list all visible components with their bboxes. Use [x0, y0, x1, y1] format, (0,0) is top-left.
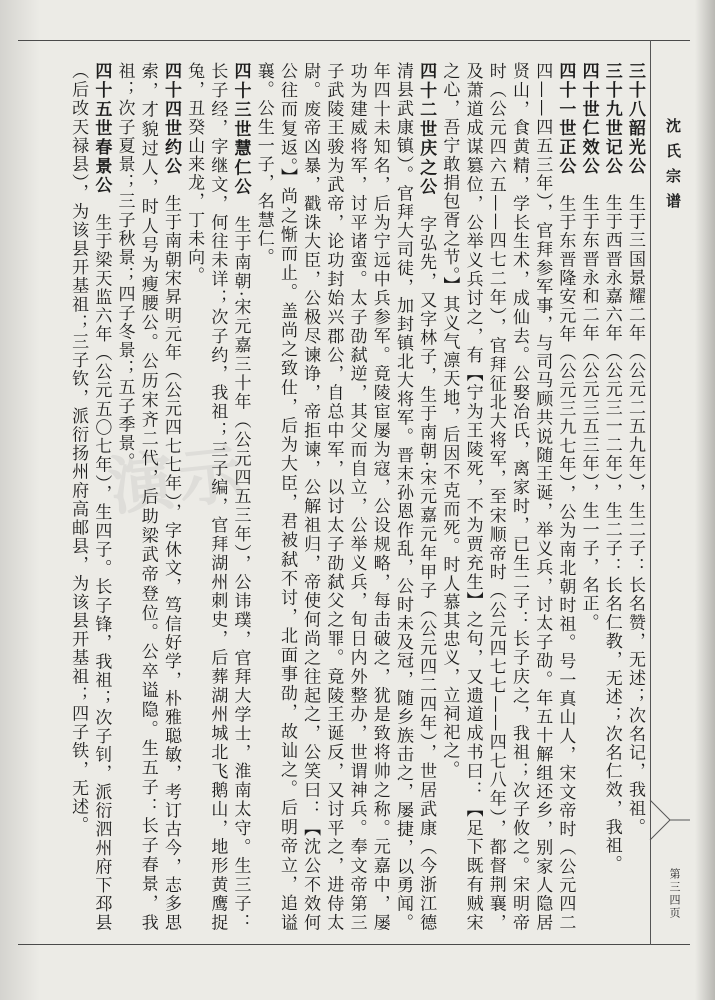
frame-bottom-rule	[18, 944, 690, 945]
frame-top-rule	[18, 40, 690, 41]
entry-heading: 四十一世正公	[555, 62, 576, 177]
entry-heading: 四十世仁效公	[578, 62, 599, 176]
entry-text: 生于梁天监六年（公元五〇七年），生四子。长子锋，我祖；次子钊，派衍泗州府下邳县（后改天禄县），为该县开基祖；三子钦，派衍扬州府高邮县，为该县开基祖；四子铁，无述。	[68, 62, 112, 933]
entry-43	[182, 62, 252, 932]
entry-text: 生于南朝·宋元嘉三十年（公元四五三年），公讳璞，官拜大学士，淮南太守。生三子：长子经，字继文，何往未详；次子约，我祖；三子编，官拜湖州刺史，后葬湖州城北飞鹅山，地形黄鹰捉兔，丑癸山来龙，丁未向。	[184, 62, 251, 933]
entry-44	[112, 62, 182, 932]
entry-heading: 三十九世记公	[601, 62, 622, 176]
fold-notch-mark	[650, 800, 690, 840]
entry-text: 生于西晋永嘉六年（公元三一二年），生二子：长名仁教，无述；次名仁效，我祖。	[601, 194, 622, 874]
entry-heading: 四十三世慧仁公	[230, 62, 251, 198]
entry-text: 生于东晋永和二年（公元三五三年），生一子，名正。	[578, 194, 599, 632]
entry-39	[600, 62, 623, 932]
entry-text: 生于三国景耀二年（公元二五九年），生二子：长名赞，无述；次名记，我祖。	[625, 194, 645, 837]
entry-heading: 四十二世庆之公	[416, 62, 437, 198]
watermark: 演示	[105, 436, 253, 526]
entry-40	[576, 62, 599, 932]
entry-38	[623, 62, 646, 932]
entry-heading: 三十八韶光公	[625, 62, 645, 176]
entry-text: 生于东晋隆安元年（公元三九七年），公为南北朝时祖。号一真山人，宋文帝时（公元四二四——四五三年），官拜参军事，与司马顾共说随王诞，举义兵，讨太子劭。年五十解组还乡，别家人隐居贤山，食黄精，学长生术，成仙去。公娶冶氏，离家时，已生二子：长子庆之，我祖；次子攸之。宋明帝时（公元四六五——四七二年），官拜征北大将军，至宋顺帝时（公元四七七——四七八年），都督荆襄，及萧道成谋篡位，公举义兵讨之，有【宁为王陵死，不为贾充生】之句，又遗道成书曰：【足下既有贼宋之心，吾宁敢捐包胥之节。】其义气凛天地，后因不克而死。时人慕其忠义，立祠祀之。	[439, 62, 576, 933]
entry-42	[252, 62, 438, 932]
running-title: 沈氏宗谱	[664, 118, 682, 218]
entry-text: 生于南朝宋昇明元年（公元四七七年），字休文，笃信好学，朴雅聪敏，考订古今，志多思索，才貌过人，时人号为瘦腰公。公历宋齐二代，后助梁武帝登位。公卒谥隐。生五子：长子春景，我祖；次子夏景；三子秋景；四子冬景；五子季景。	[114, 62, 181, 933]
entry-heading: 四十五世春景公	[91, 62, 112, 196]
genealogy-text-body	[68, 62, 646, 933]
page-number: 第三四页	[668, 868, 681, 920]
entry-text: 字弘先，又字林子，生于南朝·宋元嘉元年甲子（公元四二四年），世居武康（今浙江德清县武康镇）。官拜大司徒，加封镇北大将军。晋末孙恩作乱，公时未及冠，随乡族击之，屡捷，以勇闻。年四十未知名，后为宁远中兵参军。竟陵宦屡为寇，公设规略，每击破之，犹是致将帅之称。元嘉中，屡功为建威将军，讨平诸蛮。太子劭弑逆，其父而自立，公举义兵，旬日内外整办，世谓神兵。奉文帝第三子武陵王骏为武帝，论功封始兴郡公，自总中军，以讨太子劭弑父之罪。竟陵王诞反，又讨平之，进侍太尉。废帝凶暴，戳诛大臣，公极尽谏诤，帝拒谏，公解祖归，帝使何尚之往起之，公笑曰：【沈公不效何公往而复返。】尚之惭而止。盖尚之致仕，后为大臣，君被弑不讨，北面事劭，故讪之。后明帝立，追谥襄。公生一子，名慧仁。	[253, 62, 437, 933]
entry-45	[66, 62, 112, 932]
entry-heading: 四十四世约公	[160, 62, 181, 177]
entry-41	[437, 62, 576, 932]
